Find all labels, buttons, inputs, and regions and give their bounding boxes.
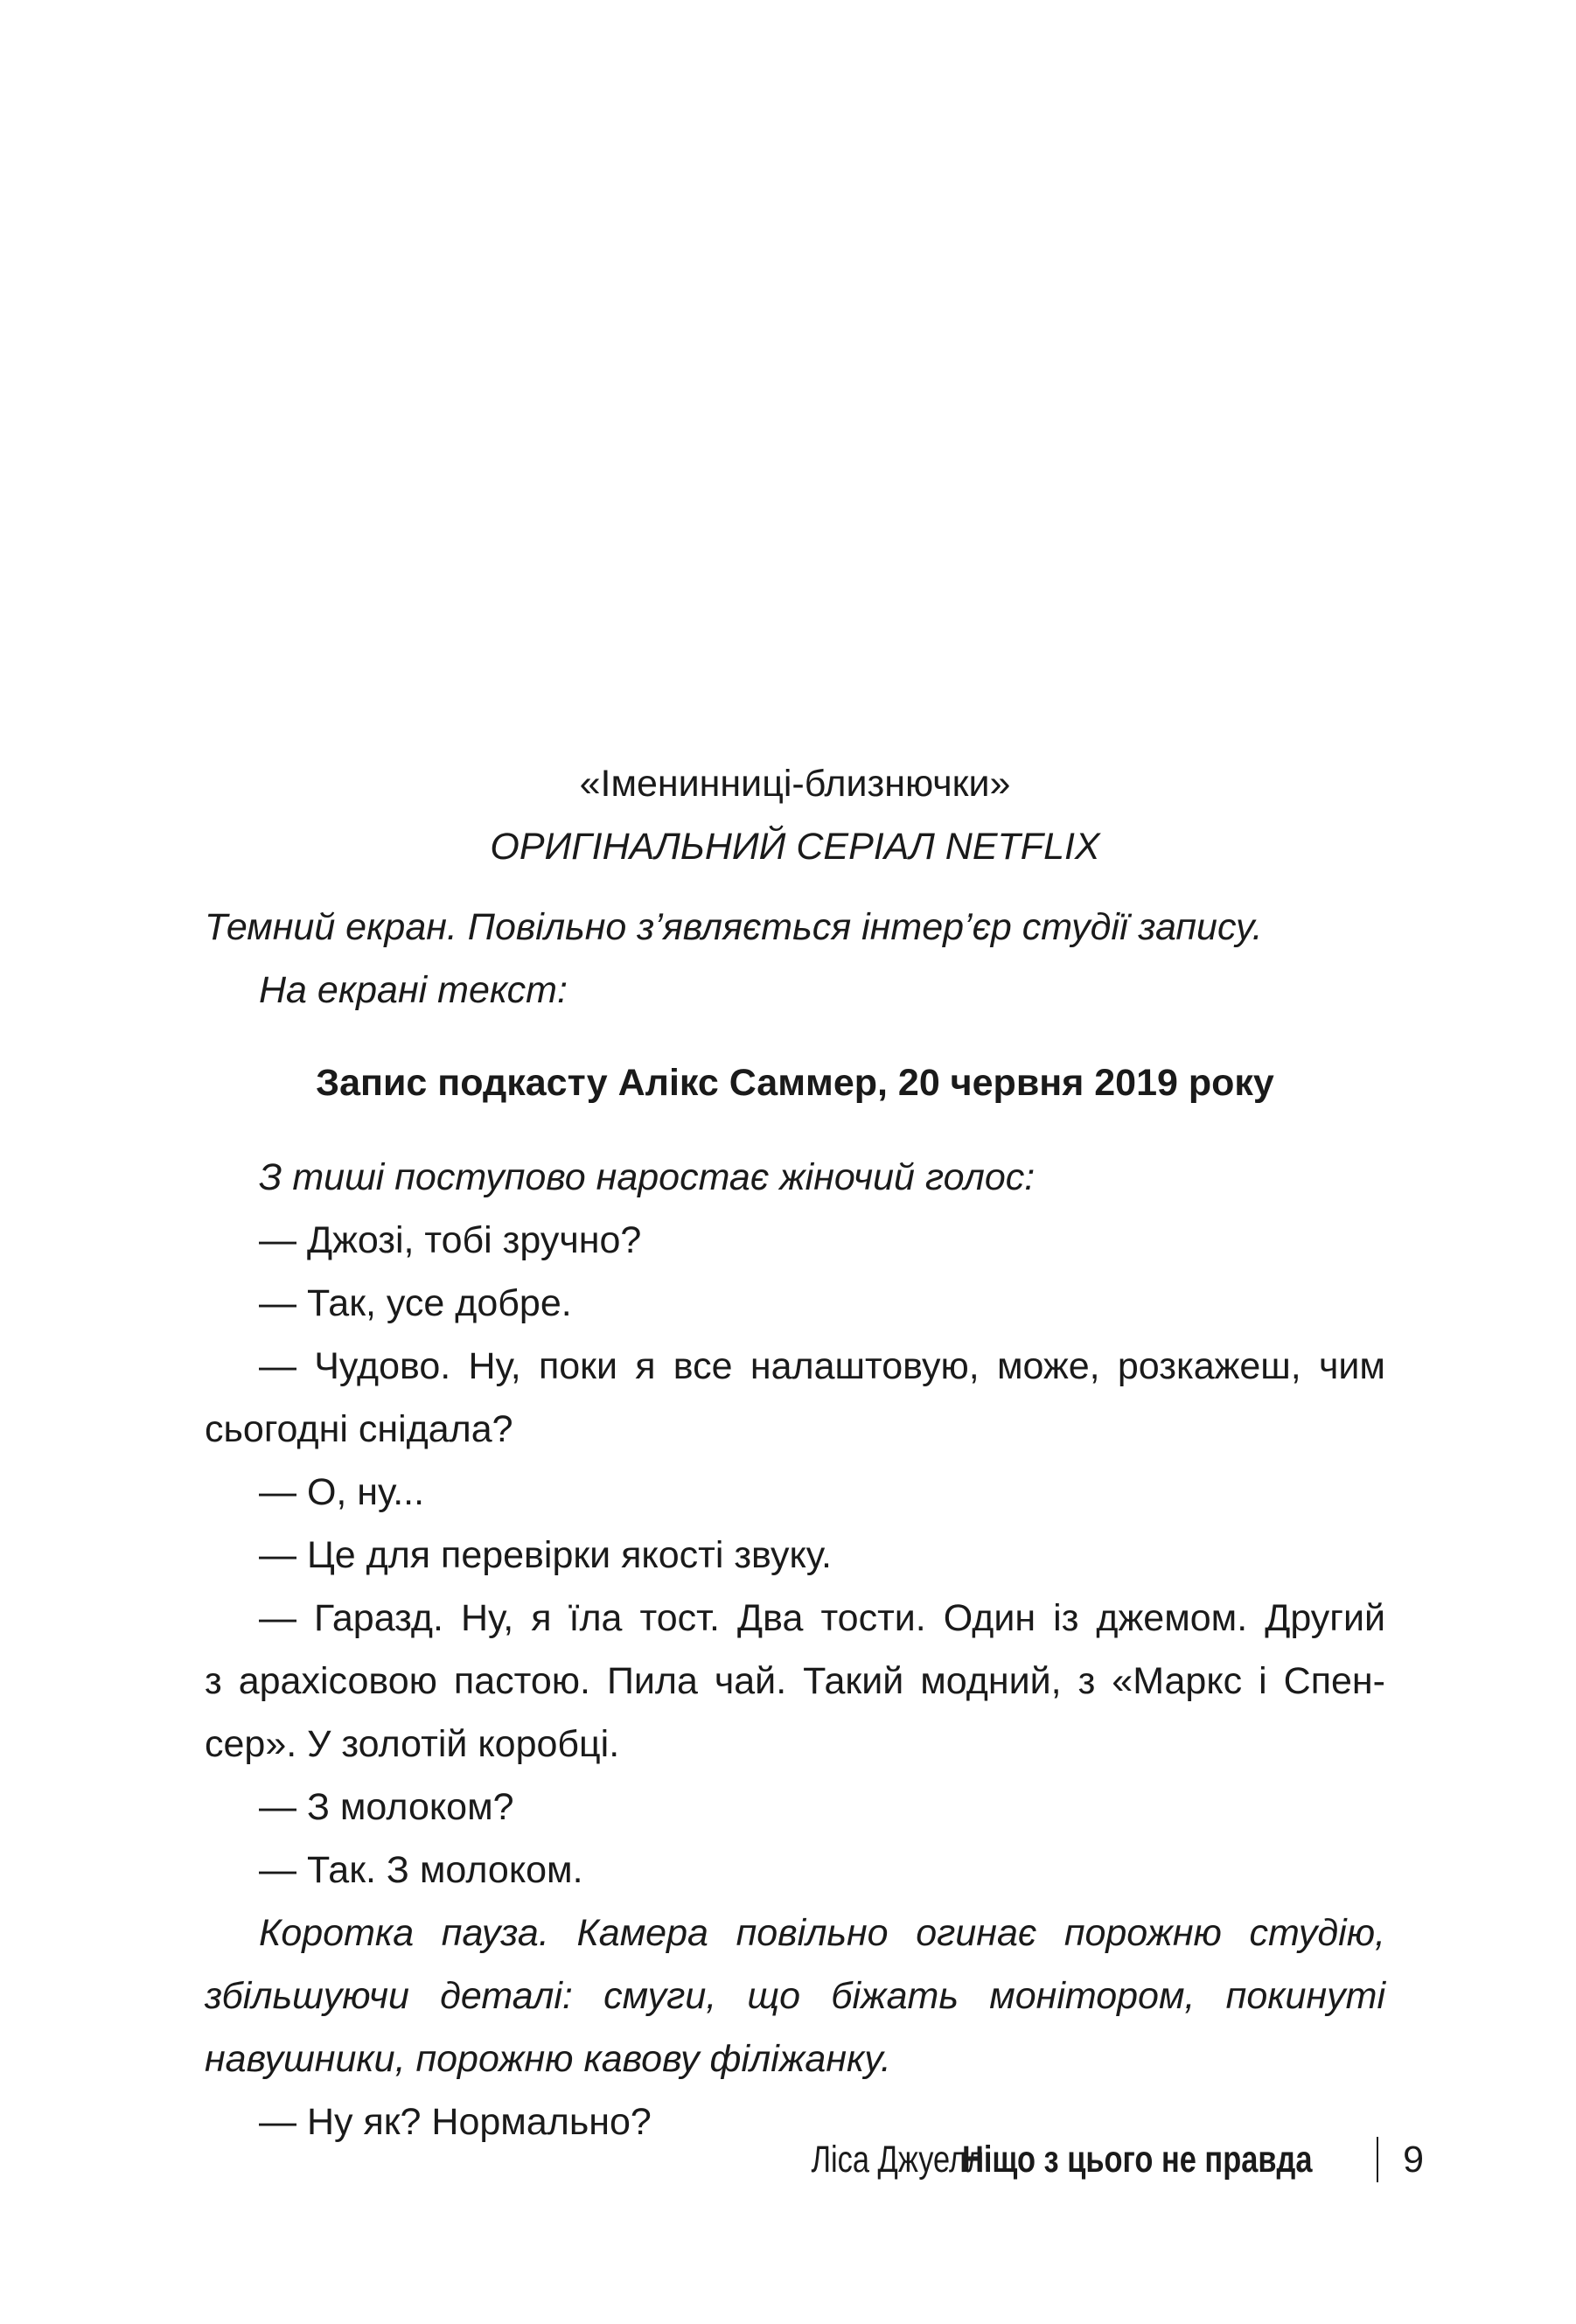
section-heading: Запис подкасту Алікс Саммер, 20 червня 2019 року xyxy=(316,1062,1274,1104)
stage-direction-line: Темний екран. Повільно з’являється інтер’єр студії запису. xyxy=(205,906,1263,948)
dialogue-line: — Так. З молоком. xyxy=(259,1849,583,1891)
stage-direction-line: На екрані текст: xyxy=(259,969,568,1011)
stage-direction-line: Коротка пауза. Камера повільно огинає порожню студію, xyxy=(259,1912,1385,1954)
series-title: «Іменинниці-близнючки» xyxy=(579,763,1011,805)
dialogue-line: — Це для перевірки якості звуку. xyxy=(259,1534,832,1576)
dialogue-line: — Джозі, тобі зручно? xyxy=(259,1219,642,1261)
dialogue-line: — З молоком? xyxy=(259,1786,514,1828)
page-text xyxy=(205,752,1385,2153)
dialogue-line: — О, ну... xyxy=(259,1471,425,1513)
footer-author: Ліса Джуелл xyxy=(811,2139,985,2181)
dialogue-line: — Ну як? Нормально? xyxy=(259,2101,652,2143)
stage-direction-line: збільшуючи деталі: смуги, що біжать монітором, покинуті xyxy=(205,1975,1385,2017)
dialogue-line: — Чудово. Ну, поки я все налаштовую, може, розкажеш, чим xyxy=(259,1345,1385,1387)
dialogue-line: сьогодні снідала? xyxy=(205,1408,513,1450)
dialogue-line: — Так, усе добре. xyxy=(259,1282,572,1324)
dialogue-line: — Гаразд. Ну, я їла тост. Два тости. Один із джемом. Другий xyxy=(259,1597,1385,1639)
running-footer xyxy=(768,2128,1424,2191)
dialogue-line: сер». У золотій коробці. xyxy=(205,1723,620,1765)
dialogue-line: з арахісовою пастою. Пила чай. Такий модний, з «Маркс і Спен- xyxy=(205,1660,1385,1702)
footer-book-title: Ніщо з цього не правда xyxy=(961,2139,1312,2181)
stage-direction-line: З тиші поступово наростає жіночий голос: xyxy=(259,1156,1036,1198)
page-number: 9 xyxy=(1403,2139,1424,2181)
series-subtitle: ОРИГІНАЛЬНИЙ СЕРІАЛ NETFLIX xyxy=(490,826,1100,868)
stage-direction-line: навушники, порожню кавову філіжанку. xyxy=(205,2038,891,2080)
footer-divider xyxy=(1377,2137,1378,2182)
